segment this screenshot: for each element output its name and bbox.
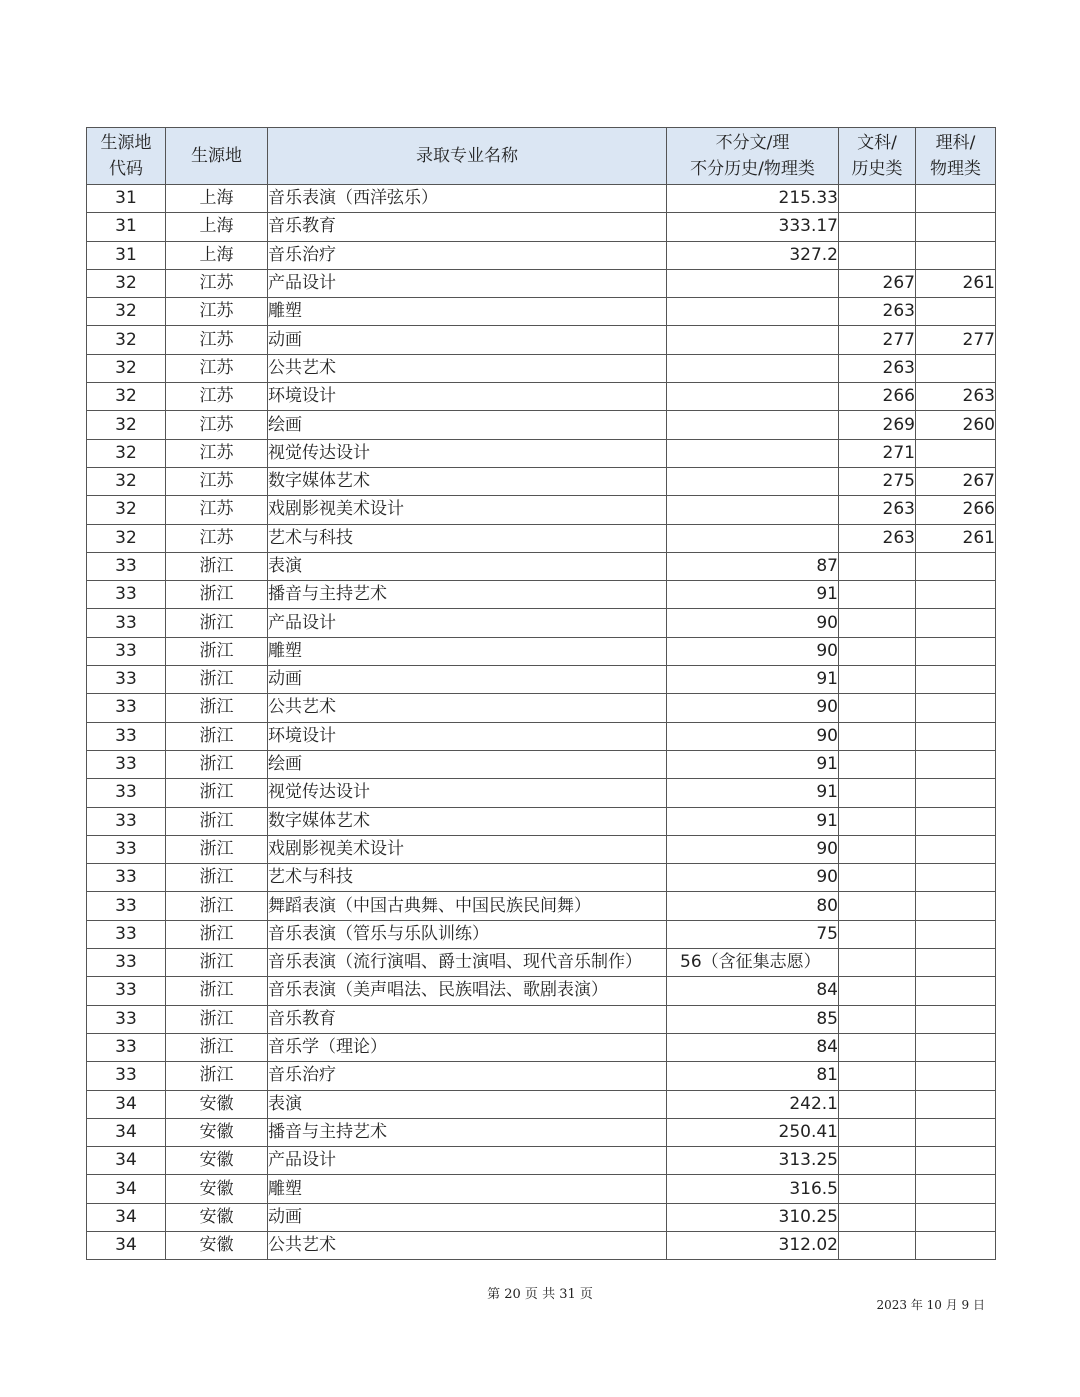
cell-code: 33 [87,722,166,750]
cell-undivided-score [667,524,839,552]
cell-undivided-score: 333.17 [667,213,839,241]
cell-liberal-score [839,666,916,694]
cell-code: 33 [87,779,166,807]
cell-science-score [916,298,996,326]
cell-code: 34 [87,1231,166,1259]
header-code [87,128,166,185]
cell-major: 环境设计 [268,722,667,750]
cell-undivided-score [667,298,839,326]
cell-code: 32 [87,496,166,524]
cell-province: 安徽 [166,1090,268,1118]
cell-undivided-score: 215.33 [667,185,839,213]
cell-province: 浙江 [166,920,268,948]
cell-major: 产品设计 [268,609,667,637]
cell-science-score: 266 [916,496,996,524]
cell-code: 33 [87,581,166,609]
cell-major: 绘画 [268,411,667,439]
cell-undivided-score: 85 [667,1005,839,1033]
cell-liberal-score: 277 [839,326,916,354]
cell-major: 表演 [268,552,667,580]
cell-undivided-score [667,467,839,495]
cell-code: 32 [87,411,166,439]
cell-province: 浙江 [166,892,268,920]
table-row [87,269,996,297]
header-line: 物理类 [930,159,981,179]
cell-major: 艺术与科技 [268,864,667,892]
cell-code: 33 [87,1005,166,1033]
cell-province: 浙江 [166,1033,268,1061]
cell-science-score [916,666,996,694]
cell-undivided-score: 90 [667,722,839,750]
table-row [87,524,996,552]
cell-undivided-score: 90 [667,694,839,722]
cell-code: 34 [87,1203,166,1231]
cell-science-score [916,185,996,213]
cell-liberal-score [839,977,916,1005]
cell-science-score [916,949,996,977]
table-row [87,1231,996,1259]
cell-undivided-score [667,383,839,411]
cell-code: 34 [87,1090,166,1118]
cell-liberal-score [839,1203,916,1231]
cell-science-score [916,1005,996,1033]
table-row [87,298,996,326]
cell-undivided-score: 90 [667,609,839,637]
cell-province: 江苏 [166,496,268,524]
table-row [87,694,996,722]
cell-code: 33 [87,892,166,920]
cell-province: 浙江 [166,807,268,835]
table-row [87,411,996,439]
cell-major: 艺术与科技 [268,524,667,552]
cell-liberal-score [839,1062,916,1090]
cell-code: 32 [87,326,166,354]
header-undivided [667,128,839,185]
cell-major: 音乐表演（流行演唱、爵士演唱、现代音乐制作） [268,949,667,977]
cell-province: 浙江 [166,666,268,694]
cell-undivided-score: 84 [667,1033,839,1061]
table-row [87,383,996,411]
table-row [87,666,996,694]
table-row [87,1175,996,1203]
table-row [87,609,996,637]
header-line: 历史类 [851,159,903,179]
cell-code: 33 [87,920,166,948]
page-number: 第 20 页 共 31 页 [487,1287,593,1302]
cell-undivided-score [667,439,839,467]
cell-undivided-score: 242.1 [667,1090,839,1118]
cell-province: 浙江 [166,722,268,750]
table-row [87,185,996,213]
cell-major: 公共艺术 [268,354,667,382]
cell-major: 产品设计 [268,1147,667,1175]
cell-major: 绘画 [268,750,667,778]
cell-code: 33 [87,835,166,863]
cell-province: 上海 [166,241,268,269]
cell-liberal-score [839,185,916,213]
cell-science-score [916,1203,996,1231]
cell-code: 32 [87,383,166,411]
cell-major: 表演 [268,1090,667,1118]
header-science [916,128,996,185]
cell-major: 环境设计 [268,383,667,411]
cell-province: 江苏 [166,524,268,552]
cell-liberal-score [839,1231,916,1259]
cell-science-score [916,581,996,609]
cell-province: 浙江 [166,750,268,778]
cell-province: 浙江 [166,1005,268,1033]
cell-code: 33 [87,1062,166,1090]
table-row [87,213,996,241]
cell-major: 音乐表演（西洋弦乐） [268,185,667,213]
header-line: 生源地 [100,133,152,153]
cell-liberal-score [839,1147,916,1175]
cell-liberal-score [839,694,916,722]
cell-major: 音乐表演（美声唱法、民族唱法、歌剧表演） [268,977,667,1005]
cell-science-score [916,1118,996,1146]
table-row [87,1033,996,1061]
cell-code: 33 [87,949,166,977]
table-row [87,892,996,920]
cell-province: 安徽 [166,1231,268,1259]
cell-major: 戏剧影视美术设计 [268,835,667,863]
cell-liberal-score: 263 [839,496,916,524]
header-line: 不分文/理 [715,133,790,153]
cell-code: 33 [87,694,166,722]
cell-code: 33 [87,666,166,694]
cell-undivided-score [667,269,839,297]
cell-science-score [916,439,996,467]
cell-code: 34 [87,1175,166,1203]
cell-code: 33 [87,552,166,580]
cell-province: 安徽 [166,1118,268,1146]
header-line: 录取专业名称 [416,146,518,166]
cell-code: 32 [87,269,166,297]
cell-undivided-score: 312.02 [667,1231,839,1259]
cell-province: 上海 [166,213,268,241]
cell-undivided-score: 75 [667,920,839,948]
cell-undivided-score: 91 [667,750,839,778]
table-row [87,581,996,609]
cell-undivided-score: 87 [667,552,839,580]
cell-major: 音乐教育 [268,213,667,241]
cell-code: 33 [87,807,166,835]
cell-undivided-score [667,496,839,524]
header-line: 生源地 [191,146,242,166]
cell-liberal-score [839,1175,916,1203]
cell-liberal-score [839,213,916,241]
cell-undivided-score [667,326,839,354]
cell-province: 上海 [166,185,268,213]
header-line: 文科/ [857,133,897,153]
cell-province: 江苏 [166,326,268,354]
cell-liberal-score [839,1005,916,1033]
cell-major: 音乐治疗 [268,1062,667,1090]
cell-major: 动画 [268,1203,667,1231]
header-line: 理科/ [935,133,976,153]
cell-code: 32 [87,524,166,552]
cell-liberal-score [839,609,916,637]
cell-province: 安徽 [166,1147,268,1175]
cell-province: 浙江 [166,835,268,863]
cell-science-score [916,892,996,920]
admission-scores-table [86,127,996,1260]
cell-code: 33 [87,609,166,637]
table-row [87,1147,996,1175]
cell-undivided-score: 250.41 [667,1118,839,1146]
cell-science-score [916,552,996,580]
cell-science-score [916,1090,996,1118]
cell-province: 江苏 [166,269,268,297]
cell-science-score [916,1033,996,1061]
cell-undivided-score: 91 [667,666,839,694]
table-row [87,326,996,354]
cell-science-score [916,920,996,948]
table-row [87,552,996,580]
table-row [87,1090,996,1118]
cell-province: 浙江 [166,581,268,609]
cell-liberal-score [839,807,916,835]
cell-code: 32 [87,439,166,467]
table-row [87,835,996,863]
cell-province: 浙江 [166,1062,268,1090]
cell-science-score: 267 [916,467,996,495]
cell-code: 32 [87,354,166,382]
table-row [87,920,996,948]
cell-major: 音乐治疗 [268,241,667,269]
table-row [87,637,996,665]
cell-liberal-score [839,920,916,948]
cell-province: 浙江 [166,694,268,722]
cell-liberal-score: 263 [839,298,916,326]
cell-undivided-score: 313.25 [667,1147,839,1175]
cell-science-score [916,694,996,722]
header-row [87,128,996,185]
cell-major: 播音与主持艺术 [268,581,667,609]
cell-province: 浙江 [166,949,268,977]
table-row [87,949,996,977]
cell-code: 34 [87,1118,166,1146]
table-row [87,1005,996,1033]
cell-major: 舞蹈表演（中国古典舞、中国民族民间舞） [268,892,667,920]
cell-liberal-score [839,892,916,920]
cell-province: 江苏 [166,467,268,495]
table-header [87,128,996,185]
table-row [87,977,996,1005]
cell-liberal-score: 269 [839,411,916,439]
cell-major: 戏剧影视美术设计 [268,496,667,524]
cell-code: 31 [87,241,166,269]
cell-code: 33 [87,1033,166,1061]
cell-science-score [916,241,996,269]
cell-major: 雕塑 [268,298,667,326]
cell-liberal-score [839,949,916,977]
cell-liberal-score [839,835,916,863]
cell-undivided-score: 310.25 [667,1203,839,1231]
cell-undivided-score: 80 [667,892,839,920]
table-row [87,864,996,892]
cell-province: 浙江 [166,637,268,665]
cell-province: 安徽 [166,1203,268,1231]
cell-code: 33 [87,977,166,1005]
cell-science-score [916,1175,996,1203]
cell-code: 31 [87,185,166,213]
cell-science-score [916,750,996,778]
cell-province: 江苏 [166,439,268,467]
cell-code: 32 [87,467,166,495]
cell-major: 音乐表演（管乐与乐队训练） [268,920,667,948]
cell-major: 公共艺术 [268,1231,667,1259]
cell-science-score [916,1231,996,1259]
cell-liberal-score [839,750,916,778]
table-row [87,779,996,807]
cell-province: 浙江 [166,609,268,637]
cell-province: 浙江 [166,977,268,1005]
cell-undivided-score: 90 [667,835,839,863]
cell-undivided-score: 327.2 [667,241,839,269]
cell-undivided-score: 91 [667,807,839,835]
cell-liberal-score: 267 [839,269,916,297]
cell-undivided-score: 84 [667,977,839,1005]
cell-major: 公共艺术 [268,694,667,722]
cell-liberal-score [839,581,916,609]
header-province [166,128,268,185]
cell-science-score: 261 [916,524,996,552]
cell-major: 视觉传达设计 [268,439,667,467]
cell-liberal-score: 266 [839,383,916,411]
cell-major: 雕塑 [268,1175,667,1203]
cell-liberal-score: 275 [839,467,916,495]
cell-liberal-score [839,864,916,892]
table-row [87,750,996,778]
cell-major: 播音与主持艺术 [268,1118,667,1146]
cell-major: 动画 [268,326,667,354]
cell-code: 34 [87,1147,166,1175]
header-line: 不分历史/物理类 [690,159,815,179]
header-major [268,128,667,185]
cell-science-score [916,835,996,863]
cell-science-score: 277 [916,326,996,354]
cell-major: 产品设计 [268,269,667,297]
cell-science-score [916,864,996,892]
cell-science-score [916,807,996,835]
cell-science-score: 260 [916,411,996,439]
cell-science-score [916,1147,996,1175]
cell-major: 数字媒体艺术 [268,807,667,835]
cell-science-score [916,977,996,1005]
table-row [87,496,996,524]
table-body [87,185,996,1260]
cell-major: 音乐学（理论） [268,1033,667,1061]
cell-province: 安徽 [166,1175,268,1203]
cell-code: 33 [87,637,166,665]
table-row [87,241,996,269]
document-date: 2023 年 10 月 9 日 [876,1298,985,1312]
cell-science-score: 261 [916,269,996,297]
cell-liberal-score: 263 [839,354,916,382]
table-row [87,467,996,495]
cell-province: 浙江 [166,779,268,807]
cell-undivided-score: 90 [667,864,839,892]
cell-major: 动画 [268,666,667,694]
cell-province: 浙江 [166,864,268,892]
cell-liberal-score [839,1118,916,1146]
table-row [87,722,996,750]
cell-code: 32 [87,298,166,326]
cell-liberal-score [839,552,916,580]
cell-science-score [916,722,996,750]
cell-liberal-score: 263 [839,524,916,552]
cell-liberal-score [839,241,916,269]
cell-liberal-score: 271 [839,439,916,467]
cell-code: 33 [87,864,166,892]
cell-liberal-score [839,779,916,807]
cell-undivided-score [667,354,839,382]
cell-science-score [916,1062,996,1090]
cell-undivided-score: 91 [667,581,839,609]
cell-undivided-score: 56（含征集志愿） [667,949,839,977]
cell-liberal-score [839,722,916,750]
table-row [87,439,996,467]
table-row [87,354,996,382]
header-line: 代码 [109,159,143,179]
cell-liberal-score [839,1090,916,1118]
cell-undivided-score: 316.5 [667,1175,839,1203]
table-row [87,1118,996,1146]
cell-liberal-score [839,637,916,665]
cell-science-score [916,637,996,665]
cell-undivided-score [667,411,839,439]
cell-science-score [916,779,996,807]
cell-province: 江苏 [166,298,268,326]
cell-undivided-score: 91 [667,779,839,807]
cell-code: 31 [87,213,166,241]
cell-province: 江苏 [166,411,268,439]
cell-science-score [916,354,996,382]
table-row [87,807,996,835]
cell-science-score [916,213,996,241]
cell-code: 33 [87,750,166,778]
cell-province: 浙江 [166,552,268,580]
table-row [87,1203,996,1231]
cell-major: 数字媒体艺术 [268,467,667,495]
header-liberal [839,128,916,185]
cell-major: 视觉传达设计 [268,779,667,807]
cell-major: 音乐教育 [268,1005,667,1033]
cell-province: 江苏 [166,383,268,411]
cell-province: 江苏 [166,354,268,382]
cell-liberal-score [839,1033,916,1061]
table-row [87,1062,996,1090]
cell-science-score [916,609,996,637]
cell-major: 雕塑 [268,637,667,665]
cell-undivided-score: 81 [667,1062,839,1090]
cell-undivided-score: 90 [667,637,839,665]
cell-science-score: 263 [916,383,996,411]
